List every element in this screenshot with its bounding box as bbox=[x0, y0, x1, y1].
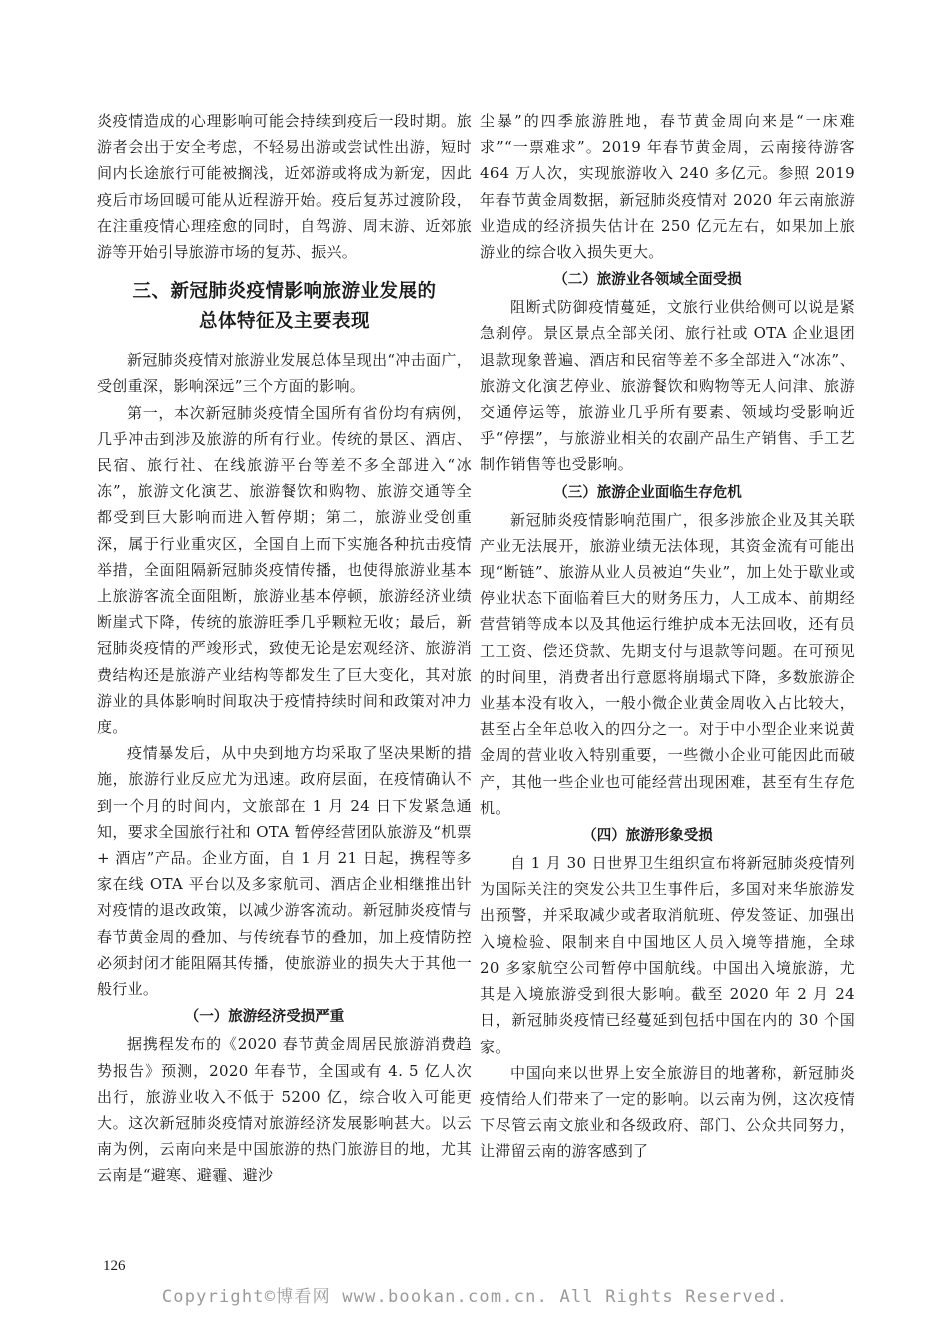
body-paragraph: 阻断式防御疫情蔓延，文旅行业供给侧可以说是紧急刹停。景区景点全部关闭、旅行社或 OTA 企业退团退款现象普遍、酒店和民宿等差不多全部进入“冰冻”、旅游文化演艺停业、旅游餐饮和购物等无人问津、旅游交通停运等，旅游业几乎所有要素、领域均受影响近乎“停摆”，与旅游业相关的农副产品生产销售、手工艺制作销售等也受影响。 bbox=[480, 298, 855, 474]
section-heading-line-1: 三、新冠肺炎疫情影响旅游业发展的 bbox=[132, 281, 437, 303]
body-paragraph: 据携程发布的《2020 春节黄金周居民旅游消费趋势报告》预测，2020 年春节，全国或有 4. 5 亿人次出行，旅游业收入不低于 5200 亿，综合收入可能更大。这次新冠肺炎疫情对旅游经济发展影响甚大。以云南为例，云南向来是中国旅游的热门旅游目的地，尤其云南是“避寒、避霾、避沙 bbox=[97, 1035, 472, 1185]
subsection-heading: （二）旅游业各领域全面受损 bbox=[553, 272, 742, 289]
body-paragraph: 自 1 月 30 日世界卫生组织宣布将新冠肺炎疫情列为国际关注的突发公共卫生事件后，多国对来华旅游发出预警，并采取减少或者取消航班、停发签证、加强出入境检验、限制来自中国地区人员入境等措施，全球 20 多家航空公司暂停中国航线。中国出入境旅游，尤其是入境旅游受到很大影响。截至 2020 年 2 月 24 日，新冠肺炎疫情已经蔓延到包括中国在内的 30 个国家。 bbox=[480, 854, 855, 1056]
body-paragraph: 中国向来以世界上安全旅游目的地著称，新冠肺炎疫情给人们带来了一定的影响。以云南为例，这次疫情下尽管云南文旅业和各级政府、部门、公众共同努力，让滞留云南的游客感到了 bbox=[480, 1063, 855, 1161]
subsection-heading: （四）旅游形象受损 bbox=[582, 828, 713, 845]
body-paragraph: 第一，本次新冠肺炎疫情全国所有省份均有病例，几乎冲击到涉及旅游的所有行业。传统的景区、酒店、民宿、旅行社、在线旅游平台等差不多全部进入“冰冻”，旅游文化演艺、旅游餐饮和购物、旅游交通等全都受到巨大影响而进入暂停期；第二，旅游业受创重深，属于行业重灾区，全国自上而下实施各种抗击疫情举措，全面阻隔新冠肺炎疫情传播，也使得旅游业基本上旅游客流全面阻断，旅游业基本停顿，旅游经济业绩断崖式下降，传统的旅游旺季几乎颗粒无收；最后，新冠肺炎疫情的严竣形式，致使无论是宏观经济、旅游消费结构还是旅游产业结构等都发生了巨大变化，其对旅游业的具体影响时间取决于疫情持续时间和政策对冲力度。 bbox=[97, 403, 472, 737]
page-number: 126 bbox=[103, 1258, 126, 1274]
body-paragraph: 新冠肺炎疫情影响范围广，很多涉旅企业及其关联产业无法展开，旅游业绩无法体现，其资金流有可能出现“断链”、旅游从业人员被迫“失业”，加上处于歇业或停业状态下面临着巨大的财务压力，人工成本、前期经营营销等成本以及其他运行维护成本无法回收，还有员工工资、偿还贷款、先期支付与退款等问题。在可预见的时间里，消费者出行意愿将崩塌式下降，多数旅游企业基本没有收入，一般小微企业黄金周收入占比较大，甚至占全年总收入的四分之一。对于中小型企业来说黄金周的营业收入特别重要，一些微小企业可能因此而破产，其他一些企业也可能经营出现困难，甚至有生存危机。 bbox=[480, 510, 855, 817]
right-column bbox=[480, 108, 855, 1165]
section-heading bbox=[97, 277, 472, 337]
body-paragraph: 新冠肺炎疫情对旅游业发展总体呈现出“冲击面广，受创重深，影响深远”三个方面的影响。 bbox=[97, 351, 472, 396]
body-paragraph: 疫情暴发后，从中央到地方均采取了坚决果断的措施，旅游行业反应尤为迅速。政府层面，在疫情确认不到一个月的时间内，文旅部在 1 月 24 日下发紧急通知，要求全国旅行社和 OTA 暂停经营团队旅游及“机票 + 酒店”产品。企业方面，自 1 月 21 日起，携程等多家在线 OTA 平台以及多家航司、酒店企业相继推出针对疫情的退改政策，以减少游客流动。新冠肺炎疫情与春节黄金周的叠加、与传统春节的叠加，加上疫情防控必须封闭才能阻隔其传播，使旅游业的损失大于其他一般行业。 bbox=[97, 744, 472, 999]
subsection-heading: （一）旅游经济受损严重 bbox=[184, 1009, 345, 1026]
body-paragraph: 炎疫情造成的心理影响可能会持续到疫后一段时期。旅游者会出于安全考虑，不轻易出游或尝试性出游，短时间内长途旅行可能被搁浅，近郊游或将成为新宠，因此疫后市场回暖可能从近程游开始。疫后复苏过渡阶段，在注重疫情心理痊愈的同时，自驾游、周末游、近郊旅游等开始引导旅游市场的复苏、振兴。 bbox=[97, 112, 472, 262]
copyright-footer: Copyright©博看网 www.bookan.com.cn. All Rights Reserved. bbox=[161, 1287, 789, 1307]
left-column bbox=[97, 108, 472, 1189]
body-paragraph: 尘暴”的四季旅游胜地，春节黄金周向来是“一床难求”“一票难求”。2019 年春节黄金周，云南接待游客 464 万人次，实现旅游收入 240 多亿元。参照 2019 年春节黄金周数据，新冠肺炎疫情对 2020 年云南旅游业造成的经济损失估计在 250 亿元左右，如果加上旅游业的综合收入损失更大。 bbox=[480, 112, 855, 262]
subsection-heading: （三）旅游企业面临生存危机 bbox=[553, 484, 742, 501]
section-heading-line-2: 总体特征及主要表现 bbox=[198, 311, 370, 333]
